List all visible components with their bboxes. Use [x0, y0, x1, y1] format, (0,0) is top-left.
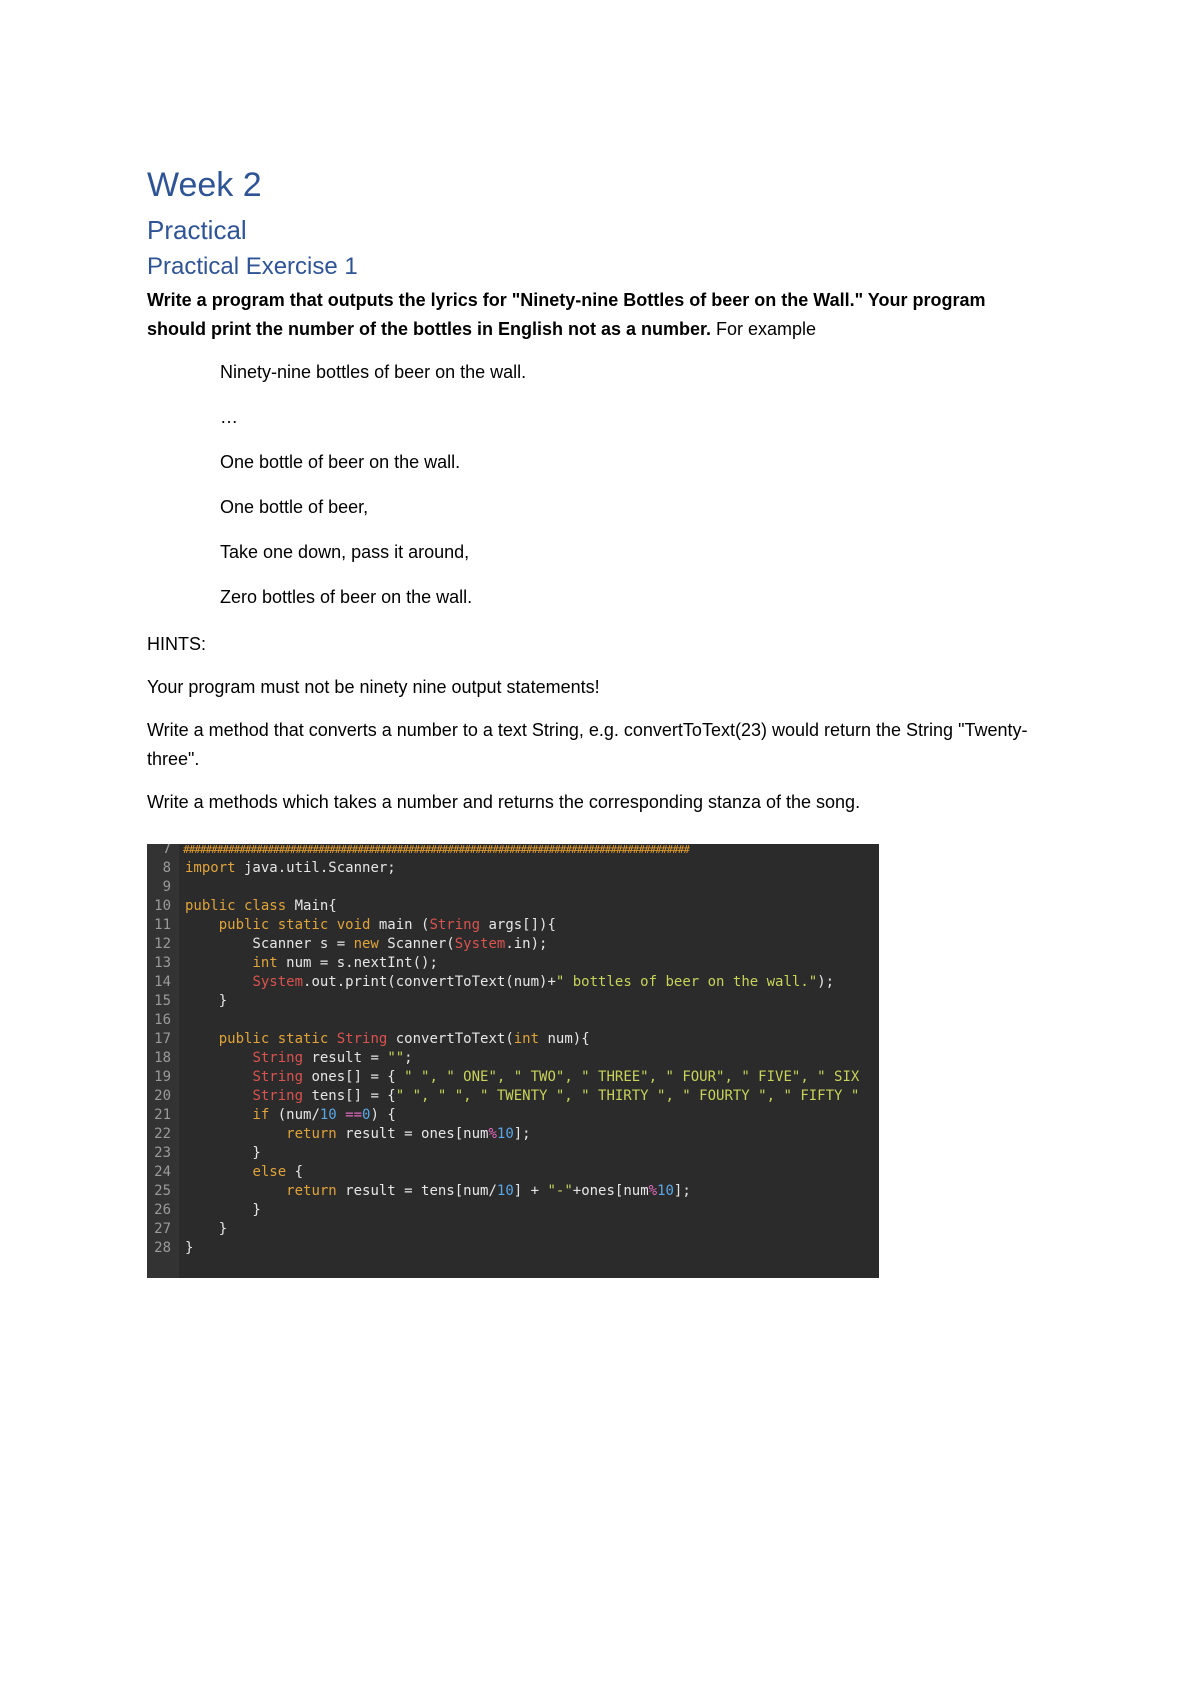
code-token: public class — [185, 898, 287, 914]
line-number: 10 — [154, 898, 171, 914]
code-line — [147, 1068, 879, 1087]
code-token: ] + — [513, 1183, 548, 1199]
code-line — [147, 1163, 879, 1182]
code-token: Scanner s = — [185, 936, 354, 952]
intro-bold: Write a program that outputs the lyrics for "Ninety-nine Bottles of beer on the Wall." Your program should print the number of the bottles in English not as a number. — [147, 290, 986, 339]
code-token: " ", " ONE", " TWO", " THREE", " FOUR", " FIVE", " SIX — [404, 1069, 860, 1085]
code-token: String — [252, 1088, 304, 1104]
code-token: String — [252, 1050, 304, 1066]
code-token: ]; — [673, 1183, 691, 1199]
line-number: 24 — [154, 1164, 171, 1180]
code-token: public static — [218, 1031, 329, 1047]
code-token: == — [336, 1107, 363, 1123]
code-token: args[]){ — [480, 917, 556, 933]
code-token: % — [488, 1126, 497, 1142]
lyric-line: Take one down, pass it around, — [220, 542, 470, 562]
code-token — [185, 1183, 286, 1199]
code-token: } — [185, 1145, 261, 1161]
line-number: 16 — [154, 1012, 171, 1028]
exercise-title: Practical Exercise 1 — [147, 253, 358, 280]
code-line — [147, 992, 879, 1011]
lyric-line: One bottle of beer, — [220, 497, 369, 517]
line-number: 17 — [154, 1031, 171, 1047]
code-token: 10 — [496, 1126, 514, 1142]
comment-banner: ########################################################################################## — [183, 844, 690, 856]
code-token: } — [185, 1202, 261, 1218]
line-number: 22 — [154, 1126, 171, 1142]
code-line — [147, 878, 879, 897]
code-token: System — [454, 936, 506, 952]
page-title: Week 2 — [147, 166, 262, 204]
code-token — [185, 917, 219, 933]
lyric-line: Zero bottles of beer on the wall. — [220, 587, 473, 607]
code-token: String — [336, 1031, 388, 1047]
code-token: 0 — [362, 1107, 371, 1123]
code-token: System — [252, 974, 304, 990]
code-token: ones[] = { — [303, 1069, 405, 1085]
line-number: 9 — [162, 879, 171, 895]
code-line — [147, 1201, 879, 1220]
code-token: } — [185, 1240, 194, 1256]
code-token — [185, 1088, 252, 1104]
code-token: result = — [303, 1050, 388, 1066]
hints-label: HINTS: — [147, 634, 207, 654]
code-token: String — [429, 917, 481, 933]
code-token — [328, 1031, 336, 1047]
code-token: tens[] = { — [303, 1088, 396, 1104]
code-token: % — [648, 1183, 658, 1199]
code-line — [147, 1144, 879, 1163]
code-token: 10 — [319, 1107, 337, 1123]
intro-plain: For example — [711, 319, 817, 339]
line-number: 27 — [154, 1221, 171, 1237]
code-token — [185, 1164, 252, 1180]
code-token: ) { — [370, 1107, 396, 1123]
line-number: 21 — [154, 1107, 171, 1123]
code-line — [147, 1220, 879, 1239]
code-token — [185, 1050, 252, 1066]
code-token: public static void — [218, 917, 371, 933]
code-token — [185, 955, 252, 971]
code-token: .in); — [505, 936, 548, 952]
line-number: 13 — [154, 955, 171, 971]
line-number: 15 — [154, 993, 171, 1009]
code-token: result = tens[num/ — [336, 1183, 497, 1199]
code-token: String — [252, 1069, 304, 1085]
code-token: (num/ — [269, 1107, 320, 1123]
line-number: 23 — [154, 1145, 171, 1161]
code-token — [185, 1126, 286, 1142]
code-line — [147, 973, 879, 992]
code-line — [147, 859, 879, 878]
code-token: Scanner( — [378, 936, 455, 952]
code-token: "" — [387, 1050, 405, 1066]
code-token: else — [252, 1164, 287, 1180]
code-line — [147, 1011, 879, 1030]
code-token: return — [286, 1126, 337, 1142]
line-number: 11 — [154, 917, 171, 933]
code-token: " ", " ", " TWENTY ", " THIRTY ", " FOURTY ", " FIFTY " — [395, 1088, 860, 1104]
code-line — [147, 1125, 879, 1144]
code-token: ]; — [513, 1126, 531, 1142]
code-token: num = s.nextInt(); — [277, 955, 438, 971]
line-number: 12 — [154, 936, 171, 952]
code-token: 10 — [657, 1183, 674, 1199]
code-token — [185, 1107, 252, 1123]
code-line — [147, 954, 879, 973]
hint-text: Write a method that converts a number to a text String, e.g. convertToText(23) would return the String "Twenty-three". — [147, 720, 1028, 769]
code-line — [147, 897, 879, 916]
lyric-line: … — [220, 407, 238, 427]
line-number: 25 — [154, 1183, 171, 1199]
code-token: +ones[num — [572, 1183, 649, 1199]
code-line — [147, 1106, 879, 1125]
exercise-intro — [147, 286, 1047, 344]
line-number: 28 — [154, 1240, 171, 1256]
code-token — [185, 1031, 219, 1047]
line-number: 14 — [154, 974, 171, 990]
code-screenshot — [147, 844, 879, 1278]
code-line — [147, 1030, 879, 1049]
document-body — [147, 160, 1047, 831]
code-token: return — [286, 1183, 337, 1199]
code-token: "-" — [547, 1183, 573, 1199]
code-token: ; — [404, 1050, 413, 1066]
hint-text: Write a methods which takes a number and returns the corresponding stanza of the song. — [147, 792, 861, 812]
hint-text: Your program must not be ninety nine output statements! — [147, 677, 600, 697]
line-number: 7 — [162, 844, 171, 857]
code-token: if — [252, 1107, 270, 1123]
code-token: main ( — [370, 917, 430, 933]
code-token: convertToText( — [387, 1031, 514, 1047]
line-number: 19 — [154, 1069, 171, 1085]
code-token: new — [353, 936, 379, 952]
code-token: } — [185, 993, 228, 1009]
lyric-line: Ninety-nine bottles of beer on the wall. — [220, 362, 527, 382]
code-token: import — [185, 860, 236, 876]
code-token: num){ — [539, 1031, 590, 1047]
lyric-line: One bottle of beer on the wall. — [220, 452, 461, 472]
line-number: 20 — [154, 1088, 171, 1104]
section-heading: Practical — [147, 215, 247, 245]
code-token: int — [513, 1031, 540, 1047]
code-line — [147, 1049, 879, 1068]
code-line — [147, 844, 879, 859]
code-token: } — [185, 1221, 228, 1237]
code-token: { — [286, 1164, 304, 1180]
code-token: 10 — [496, 1183, 514, 1199]
line-number: 18 — [154, 1050, 171, 1066]
code-token: " bottles of beer on the wall." — [555, 974, 818, 990]
code-token — [185, 974, 252, 990]
code-line — [147, 1239, 879, 1258]
code-line — [147, 1182, 879, 1201]
code-line — [147, 1087, 879, 1106]
code-token: Main{ — [286, 898, 337, 914]
code-token: ); — [817, 974, 835, 990]
code-token: int — [252, 955, 278, 971]
code-line — [147, 916, 879, 935]
code-token: result = ones[num — [336, 1126, 489, 1142]
code-token: java.util.Scanner; — [235, 860, 396, 876]
line-number: 26 — [154, 1202, 171, 1218]
code-line — [147, 935, 879, 954]
line-number: 8 — [162, 860, 171, 876]
code-token: .out.print(convertToText(num)+ — [303, 974, 556, 990]
code-token — [185, 1069, 252, 1085]
